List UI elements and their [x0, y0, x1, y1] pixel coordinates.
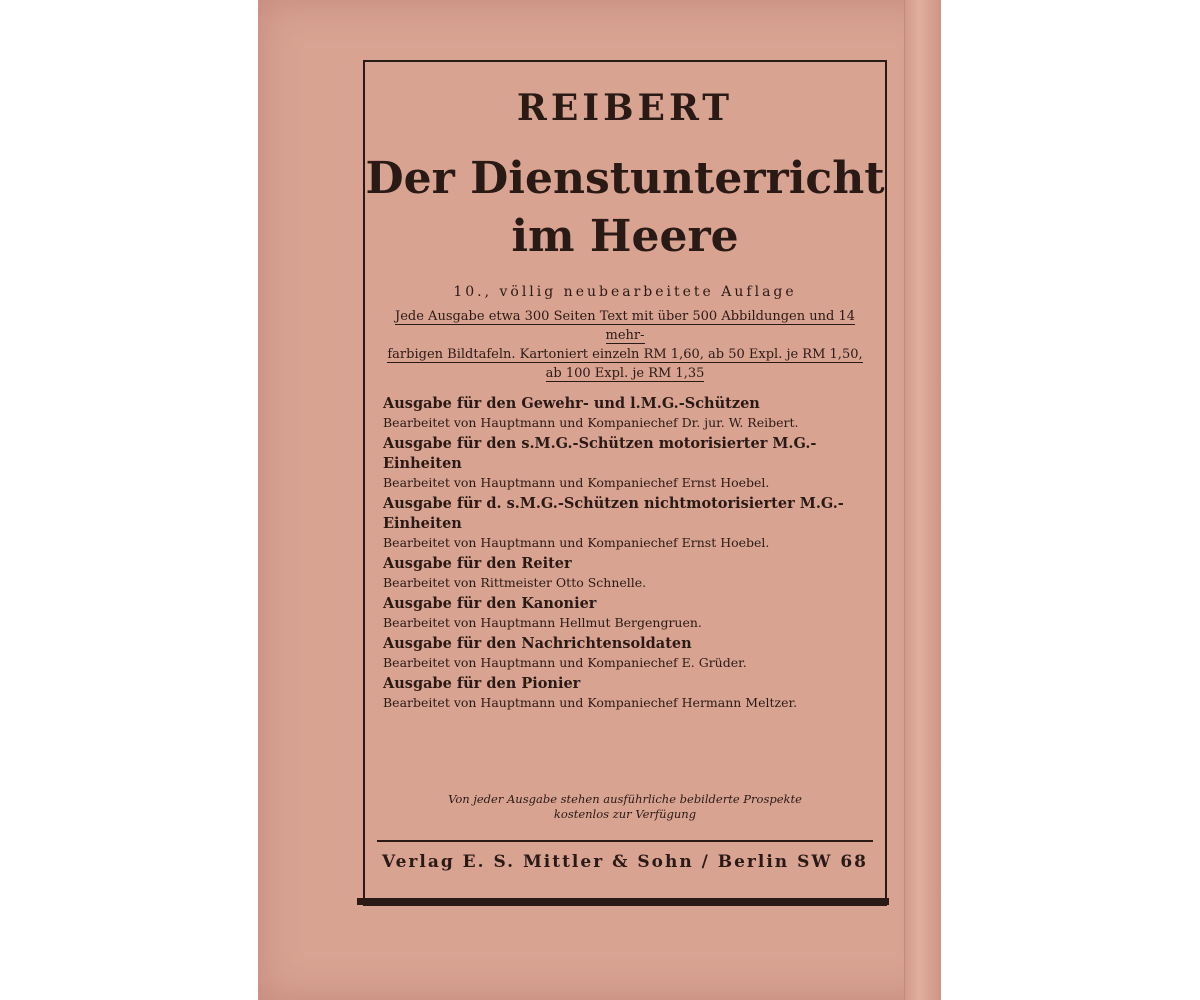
- book-back-cover: [258, 0, 941, 1000]
- divider: [377, 840, 873, 842]
- edition-item: [383, 434, 873, 491]
- edition-editor: Bearbeitet von Hauptmann und Kompaniechef Ernst Hoebel.: [383, 475, 770, 490]
- edition-title: Ausgabe für den s.M.G.-Schützen motorisierter M.G.-Einheiten: [383, 435, 817, 472]
- edition-title: Ausgabe für den Pionier: [383, 675, 581, 692]
- price-info: [380, 307, 870, 383]
- price-info-line: Jede Ausgabe etwa 300 Seiten Text mit über 500 Abbildungen und 14 mehr-: [395, 309, 855, 343]
- edition-editor: Bearbeitet von Hauptmann und Kompaniechef Hermann Meltzer.: [383, 695, 798, 710]
- cover-frame: [363, 60, 887, 906]
- bottom-bar: [357, 898, 889, 905]
- edition-editor: Bearbeitet von Hauptmann und Kompaniechef Dr. jur. W. Reibert.: [383, 415, 799, 430]
- edition-title: Ausgabe für den Reiter: [383, 555, 572, 572]
- price-info-line: ab 100 Expl. je RM 1,35: [545, 366, 705, 381]
- price-info-line: farbigen Bildtafeln. Kartoniert einzeln RM 1,60, ab 50 Expl. je RM 1,50,: [387, 347, 863, 362]
- book-title-line2: im Heere: [511, 211, 739, 262]
- edition-title: Ausgabe für den Nachrichtensoldaten: [383, 635, 692, 652]
- prospectus-note-line: kostenlos zur Verfügung: [553, 807, 697, 821]
- edition-note: 10., völlig neubearbeitete Auflage: [453, 284, 797, 300]
- book-title-line1: Der Dienstunterricht: [365, 153, 885, 204]
- edition-editor: Bearbeitet von Hauptmann und Kompaniechef Ernst Hoebel.: [383, 535, 770, 550]
- edition-title: Ausgabe für d. s.M.G.-Schützen nichtmotorisierter M.G.-Einheiten: [383, 495, 844, 532]
- publisher-line: Verlag E. S. Mittler & Sohn / Berlin SW 68: [381, 852, 869, 872]
- edition-editor: Bearbeitet von Hauptmann und Kompaniechef E. Grüder.: [383, 655, 747, 670]
- edition-item: [383, 594, 873, 631]
- edition-title: Ausgabe für den Gewehr- und l.M.G.-Schützen: [383, 395, 760, 412]
- edition-item: [383, 674, 873, 711]
- book-spine: [904, 0, 941, 1000]
- editions-list: [383, 394, 873, 714]
- prospectus-note: [365, 792, 885, 822]
- edition-editor: Bearbeitet von Hauptmann Hellmut Bergengruen.: [383, 615, 702, 630]
- edition-item: [383, 494, 873, 551]
- edition-item: [383, 634, 873, 671]
- edition-item: [383, 394, 873, 431]
- author-name: REIBERT: [516, 87, 734, 129]
- prospectus-note-line: Von jeder Ausgabe stehen ausführliche bebilderte Prospekte: [448, 792, 802, 806]
- edition-item: [383, 554, 873, 591]
- edition-title: Ausgabe für den Kanonier: [383, 595, 597, 612]
- edition-editor: Bearbeitet von Rittmeister Otto Schnelle.: [383, 575, 647, 590]
